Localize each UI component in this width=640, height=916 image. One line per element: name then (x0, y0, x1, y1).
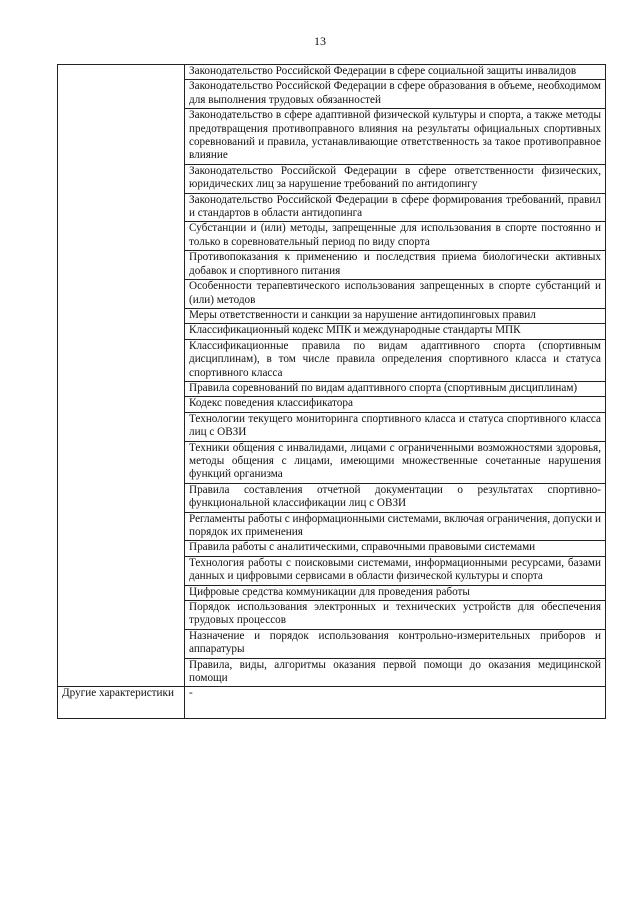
knowledge-item: Технология работы с поисковыми системами, информационными ресурсами, базами данных и цифровыми сервисами в области физической культуры и спорта (185, 556, 606, 585)
knowledge-table (57, 64, 606, 719)
page-number: 13 (314, 34, 326, 48)
knowledge-item: Законодательство Российской Федерации в сфере социальной защиты инвалидов (185, 65, 606, 80)
knowledge-item: Порядок использования электронных и технических устройств для обеспечения трудовых процессов (185, 601, 606, 630)
knowledge-item: Регламенты работы с информационными системами, включая ограничения, допуски и порядок их применения (185, 512, 606, 541)
knowledge-item: Законодательство Российской Федерации в сфере образования в объеме, необходимом для выполнения трудовых обязанностей (185, 80, 606, 109)
knowledge-item: Субстанции и (или) методы, запрещенные для использования в спорте постоянно и только в соревновательный период по виду спорта (185, 222, 606, 251)
knowledge-item: Противопоказания к применению и последствия приема биологически активных добавок и спортивного питания (185, 251, 606, 280)
table-row-other (58, 687, 606, 719)
table-row (58, 65, 606, 80)
knowledge-item: Цифровые средства коммуникации для проведения работы (185, 585, 606, 600)
knowledge-item: Правила соревнований по видам адаптивного спорта (спортивным дисциплинам) (185, 381, 606, 396)
knowledge-item: Особенности терапевтического использования запрещенных в спорте субстанций и (или) методов (185, 280, 606, 309)
knowledge-item: Законодательство Российской Федерации в сфере формирования требований, правил и стандартов в области антидопинга (185, 193, 606, 222)
other-characteristics-label: Другие характеристики (58, 687, 185, 719)
knowledge-item: Правила работы с аналитическими, справочными правовыми системами (185, 541, 606, 556)
knowledge-item: Классификационный кодекс МПК и международные стандарты МПК (185, 324, 606, 339)
label-cell-empty (58, 65, 185, 687)
knowledge-item: Правила, виды, алгоритмы оказания первой помощи до оказания медицинской помощи (185, 658, 606, 687)
knowledge-item: Правила составления отчетной документации о результатах спортивно-функциональной классификации лиц с ОВЗИ (185, 483, 606, 512)
knowledge-item: Кодекс поведения классификатора (185, 397, 606, 412)
knowledge-item: Технологии текущего мониторинга спортивного класса и статуса спортивного класса лиц с ОВЗИ (185, 412, 606, 441)
other-characteristics-value: - (185, 687, 606, 719)
knowledge-item: Законодательство Российской Федерации в сфере ответственности физических, юридических лиц за нарушение требований по антидопингу (185, 164, 606, 193)
knowledge-item: Классификационные правила по видам адаптивного спорта (спортивным дисциплинам), в том числе правила определения спортивного класса и статуса спортивного класса (185, 339, 606, 381)
knowledge-item: Меры ответственности и санкции за нарушение антидопинговых правил (185, 308, 606, 323)
knowledge-item: Техники общения с инвалидами, лицами с ограниченными возможностями здоровья, методы общения с лицами, имеющими множественные сочетанные нарушения функций организма (185, 441, 606, 483)
knowledge-item: Законодательство в сфере адаптивной физической культуры и спорта, а также методы предотвращения противоправного влияния на результаты официальных спортивных соревнований и правила, устанавливающие ответственность за такое противоправное влияние (185, 109, 606, 165)
knowledge-item: Назначение и порядок использования контрольно-измерительных приборов и аппаратуры (185, 629, 606, 658)
